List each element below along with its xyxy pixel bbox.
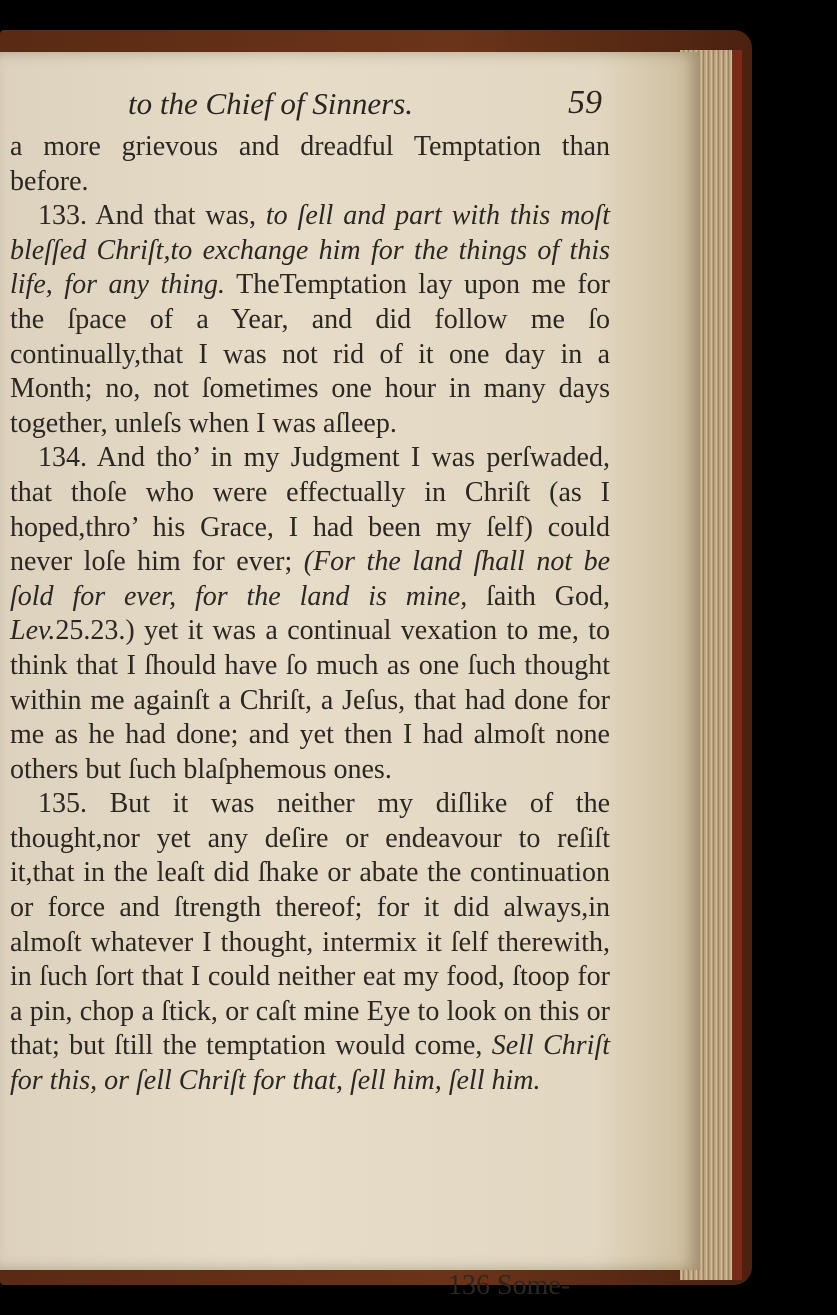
catchword: 136 Some-: [448, 1270, 571, 1301]
paragraph-text: a more grievous and dreadful Temptation than before.: [10, 131, 610, 197]
paragraph-number: 135.: [38, 788, 87, 820]
book-page: [0, 52, 700, 1301]
body-text: [10, 130, 610, 1099]
paragraph-italic: Sell Chriſt for this, or ſell Chriſt for that, ſell him, ſell him.: [10, 1030, 610, 1097]
paragraph-rest: TheTemptation lay upon me for the ſpace of a Year, and did follow me ſo continually,that I was not rid of it one day in a Month; no, not ſometimes one hour in many days together, unleſs when I was aſleep.: [10, 269, 610, 439]
paragraph-lead: And that was,: [95, 200, 256, 232]
paragraph-rest: 25.23.) yet it was a continual vexation to me, to think that I ſhould have ſo much as one ſuch thought within me againſt a Chriſt, a Jeſus, that had done for me as he had done; and yet then I had almoſt none others but ſuch blaſphemous ones.: [10, 615, 610, 785]
paragraph-lead: And tho’ in my Judgment I was perſwaded, that thoſe who were effectually in Chriſt (as I hoped,thro’ his Grace, I had been my ſelf) could never loſe him for ever;: [10, 442, 610, 578]
paragraph-number: 133.: [38, 200, 87, 232]
running-title: to the Chief of Sinners.: [128, 86, 414, 121]
page-number: 59: [568, 84, 602, 121]
running-head: [0, 86, 700, 130]
paragraph-133: [10, 199, 610, 441]
paragraph-italic: (For the land ſhall not be ſold for ever, for the land is mine,: [10, 546, 611, 612]
paragraph-135: [10, 787, 610, 1098]
paragraph-lead: But it was neither my diſlike of the thought,nor yet any deſire or endeavour to reſiſt it,that in the leaſt did ſhake or abate the continuation or force and ſtrength thereof; for it did always,in almoſt whatever I thought, intermix it ſelf therewith, in ſuch ſort that I could neither eat my food, ſtoop for a pin, chop a ſtick, or caſt mine Eye to look on this or that; but ſtill the temptation would come,: [10, 788, 610, 1062]
paragraph-number: 134.: [38, 442, 87, 474]
scripture-reference: Lev.: [10, 615, 56, 647]
cover-edge: [732, 50, 742, 1280]
paragraph-134: [10, 441, 610, 787]
paragraph-continuation: [10, 130, 610, 199]
paragraph-mid: ſaith God,: [486, 580, 611, 612]
paragraph-italic: to ſell and part with this moſt bleſſed Chriſt,to exchange him for the things of this life, for any thing.: [10, 200, 610, 301]
